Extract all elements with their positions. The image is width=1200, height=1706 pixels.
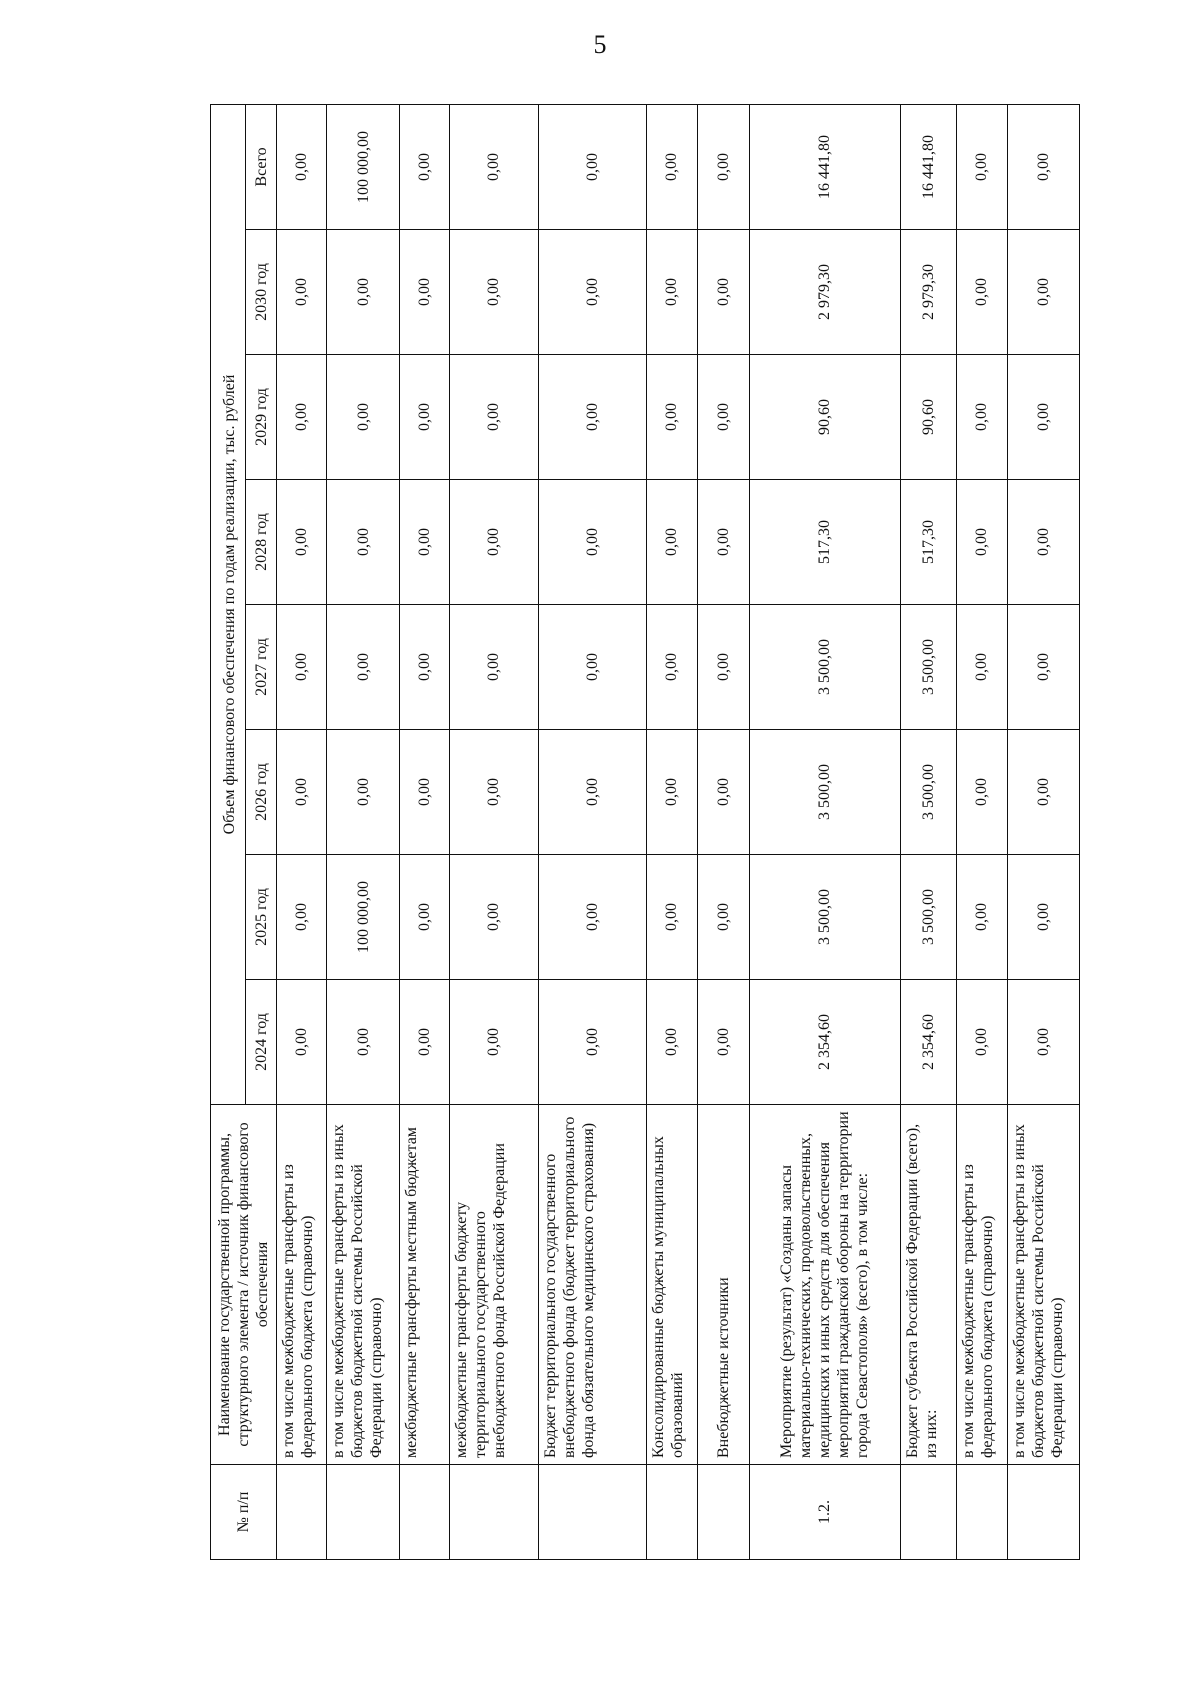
row-name: Бюджет территориального государственного внебюджетного фонда (бюджет территориального фонда обязательного медицинского страхования) [538,1105,647,1465]
cell-2024: 0,00 [1007,980,1080,1105]
cell-2025: 0,00 [399,855,449,980]
cell-total: 0,00 [697,104,749,229]
cell-2028: 0,00 [277,480,327,605]
cell-2028: 0,00 [697,480,749,605]
header-number: № п/п [211,1465,277,1560]
cell-total: 16 441,80 [900,104,956,229]
row-number [327,1465,399,1560]
cell-2024: 0,00 [647,980,697,1105]
table-row [538,104,647,1559]
row-name: Внебюджетные источники [697,1105,749,1465]
cell-2026: 0,00 [450,730,539,855]
cell-2027: 0,00 [450,605,539,730]
cell-2025: 0,00 [538,855,647,980]
cell-2025: 0,00 [1007,855,1080,980]
row-name: Мероприятие (результат) «Созданы запасы материально-технических, продовольственных, медицинских и иных средств для обеспечения мероприятий гражданской обороны на территории города Севастополя» (всего), в том числе: [749,1105,900,1465]
cell-2028: 0,00 [538,480,647,605]
row-name: в том числе межбюджетные трансферты из федерального бюджета (справочно) [957,1105,1007,1465]
header-year-2025: 2025 год [246,855,277,980]
row-number [1007,1465,1080,1560]
table-row [1007,104,1080,1559]
header-year-2030: 2030 год [246,230,277,355]
cell-2027: 0,00 [647,605,697,730]
cell-2028: 0,00 [1007,480,1080,605]
cell-2029: 90,60 [900,355,956,480]
cell-2030: 0,00 [538,230,647,355]
row-number: 1.2. [749,1465,900,1560]
cell-2028: 0,00 [450,480,539,605]
cell-2030: 2 979,30 [900,230,956,355]
cell-2029: 0,00 [647,355,697,480]
row-number [450,1465,539,1560]
cell-2025: 3 500,00 [749,855,900,980]
cell-2026: 0,00 [327,730,399,855]
header-total: Всего [246,104,277,229]
header-year-2029: 2029 год [246,355,277,480]
cell-2028: 517,30 [900,480,956,605]
cell-2029: 0,00 [697,355,749,480]
cell-2024: 2 354,60 [749,980,900,1105]
cell-2024: 0,00 [399,980,449,1105]
row-name: в том числе межбюджетные трансферты из иных бюджетов бюджетной системы Российской Федерации (справочно) [327,1105,399,1465]
table-row [647,104,697,1559]
cell-2029: 0,00 [399,355,449,480]
row-name: межбюджетные трансферты бюджету территориального государственного внебюджетного фонда Российской Федерации [450,1105,539,1465]
row-name: Консолидированные бюджеты муниципальных образований [647,1105,697,1465]
header-year-2026: 2026 год [246,730,277,855]
cell-2026: 0,00 [277,730,327,855]
cell-2027: 3 500,00 [749,605,900,730]
cell-2027: 0,00 [957,605,1007,730]
cell-2027: 3 500,00 [900,605,956,730]
row-name: Бюджет субъекта Российской Федерации (всего), из них: [900,1105,956,1465]
table-row [327,104,399,1559]
row-number [647,1465,697,1560]
cell-2024: 0,00 [277,980,327,1105]
cell-2030: 0,00 [697,230,749,355]
cell-2026: 0,00 [647,730,697,855]
row-number [277,1465,327,1560]
cell-2030: 0,00 [1007,230,1080,355]
cell-2026: 3 500,00 [749,730,900,855]
cell-2030: 0,00 [399,230,449,355]
cell-2026: 0,00 [1007,730,1080,855]
cell-2026: 0,00 [957,730,1007,855]
header-year-2027: 2027 год [246,605,277,730]
table-row [697,104,749,1559]
table-row [450,104,539,1559]
cell-2025: 0,00 [647,855,697,980]
cell-2027: 0,00 [538,605,647,730]
cell-total: 0,00 [538,104,647,229]
cell-2024: 0,00 [327,980,399,1105]
cell-2029: 0,00 [1007,355,1080,480]
cell-2029: 0,00 [957,355,1007,480]
table-row [900,104,956,1559]
header-financing-group: Объем финансового обеспечения по годам реализации, тыс. рублей [211,104,246,1104]
header-name: Наименование государственной программы, структурного элемента / источник финансового обеспечения [211,1105,277,1465]
cell-2029: 90,60 [749,355,900,480]
cell-total: 0,00 [957,104,1007,229]
cell-total: 100 000,00 [327,104,399,229]
rotated-table-container [210,105,1080,1560]
cell-total: 0,00 [647,104,697,229]
cell-2024: 0,00 [538,980,647,1105]
cell-2028: 0,00 [647,480,697,605]
cell-2025: 0,00 [450,855,539,980]
cell-2028: 0,00 [327,480,399,605]
row-name: межбюджетные трансферты местным бюджетам [399,1105,449,1465]
cell-2027: 0,00 [697,605,749,730]
cell-2026: 3 500,00 [900,730,956,855]
row-number [900,1465,956,1560]
cell-2025: 0,00 [277,855,327,980]
cell-2028: 0,00 [957,480,1007,605]
cell-2030: 0,00 [647,230,697,355]
financing-table [210,104,1080,1560]
table-row [957,104,1007,1559]
cell-2025: 3 500,00 [900,855,956,980]
cell-2030: 0,00 [327,230,399,355]
cell-2024: 2 354,60 [900,980,956,1105]
cell-2025: 100 000,00 [327,855,399,980]
cell-2028: 0,00 [399,480,449,605]
cell-total: 0,00 [450,104,539,229]
cell-total: 0,00 [1007,104,1080,229]
header-year-2024: 2024 год [246,980,277,1105]
cell-2030: 0,00 [277,230,327,355]
cell-2027: 0,00 [277,605,327,730]
cell-2026: 0,00 [538,730,647,855]
cell-2029: 0,00 [327,355,399,480]
cell-2025: 0,00 [957,855,1007,980]
cell-2024: 0,00 [697,980,749,1105]
row-number [538,1465,647,1560]
cell-2030: 0,00 [450,230,539,355]
row-number [399,1465,449,1560]
cell-2027: 0,00 [399,605,449,730]
cell-2027: 0,00 [1007,605,1080,730]
table-row [749,104,900,1559]
cell-total: 0,00 [399,104,449,229]
cell-2029: 0,00 [277,355,327,480]
cell-2028: 517,30 [749,480,900,605]
cell-total: 0,00 [277,104,327,229]
cell-2027: 0,00 [327,605,399,730]
table-row [277,104,327,1559]
cell-2029: 0,00 [538,355,647,480]
page-number: 5 [593,30,607,59]
cell-2026: 0,00 [399,730,449,855]
cell-2029: 0,00 [450,355,539,480]
table-row [399,104,449,1559]
cell-2026: 0,00 [697,730,749,855]
row-name: в том числе межбюджетные трансферты из иных бюджетов бюджетной системы Российской Федерации (справочно) [1007,1105,1080,1465]
header-year-2028: 2028 год [246,480,277,605]
cell-total: 16 441,80 [749,104,900,229]
cell-2030: 2 979,30 [749,230,900,355]
cell-2030: 0,00 [957,230,1007,355]
cell-2024: 0,00 [450,980,539,1105]
row-number [697,1465,749,1560]
cell-2025: 0,00 [697,855,749,980]
row-number [957,1465,1007,1560]
cell-2024: 0,00 [957,980,1007,1105]
row-name: в том числе межбюджетные трансферты из федерального бюджета (справочно) [277,1105,327,1465]
